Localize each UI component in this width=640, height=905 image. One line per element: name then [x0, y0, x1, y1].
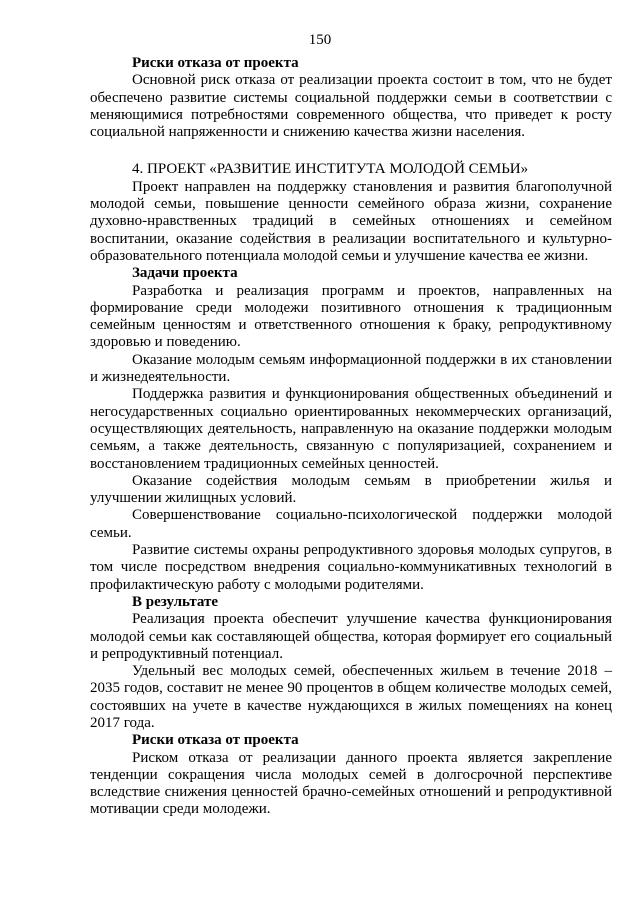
task-paragraph: Поддержка развития и функционирования общественных объединений и негосударственных социально ориентированных некоммерческих организаций, осуществляющих деятельность, направленную на оказание поддержки молодым семьям, а также деятельность, связанную с популяризацией, сохранением и восстановлением традиционных семейных ценностей. — [90, 386, 612, 472]
task-paragraph: Совершенствование социально-психологической поддержки молодой семьи. — [90, 507, 612, 541]
page-number: 150 — [308, 32, 332, 48]
task-paragraph: Оказание содействия молодым семьям в приобретении жилья и улучшении жилищных условий. — [90, 472, 612, 507]
task-paragraph: Развитие системы охраны репродуктивного здоровья молодых супругов, в том числе посредством внедрения социально-коммуникативных технологий в профилактическую работу с молодыми родителями. — [90, 542, 612, 593]
project-title: 4. ПРОЕКТ «РАЗВИТИЕ ИНСТИТУТА МОЛОДОЙ СЕМЬИ» — [132, 161, 529, 178]
tasks-heading: Задачи проекта — [132, 265, 238, 282]
risks-paragraph-2: Риском отказа от реализации данного проекта является закрепление тенденции сокращения числа молодых семей в долгосрочной перспективе вследствие снижения ценностей брачно-семейных отношений и репродуктивной мотивации среди молодежи. — [90, 749, 612, 818]
page-content — [90, 55, 612, 819]
result-heading: В результате — [132, 593, 219, 610]
task-paragraph: Оказание молодым семьям информационной поддержки в их становлении и жизнедеятельности. — [90, 351, 612, 386]
risks-paragraph-1: Основной риск отказа от реализации проекта состоит в том, что не будет обеспечено развитие системы социальной поддержки семьи в соответствии с меняющимися потребностями современного общества, что приведет к росту социальной напряженности и снижению качества жизни населения. — [90, 72, 612, 141]
risks-heading-1: Риски отказа от проекта — [132, 55, 299, 71]
task-paragraph: Разработка и реализация программ и проектов, направленных на формирование среди молодежи позитивного отношения к традиционным семейным ценностям и ответственного отношения к браку, репродуктивному здоровью и поведению. — [90, 282, 612, 351]
result-paragraph: Реализация проекта обеспечит улучшение качества функционирования молодой семьи как составляющей общества, которая формирует его социальный и репродуктивный потенциал. — [90, 611, 612, 662]
risks-heading-2: Риски отказа от проекта — [132, 732, 299, 749]
project-intro-paragraph: Проект направлен на поддержку становления и развития благополучной молодой семьи, повышение ценности семейного образа жизни, сохранение духовно-нравственных традиций в семейных отношениях и семейном воспитании, оказание содействия в реализации воспитательного и культурно-образовательного потенциала молодой семьи и улучшение качества ее жизни. — [90, 178, 612, 264]
result-paragraph: Удельный вес молодых семей, обеспеченных жильем в течение 2018 – 2035 годов, составит не менее 90 процентов в общем количестве молодых семей, состоявших на учете в качестве нуждающихся в жилых помещениях на конец 2017 года. — [90, 663, 612, 731]
